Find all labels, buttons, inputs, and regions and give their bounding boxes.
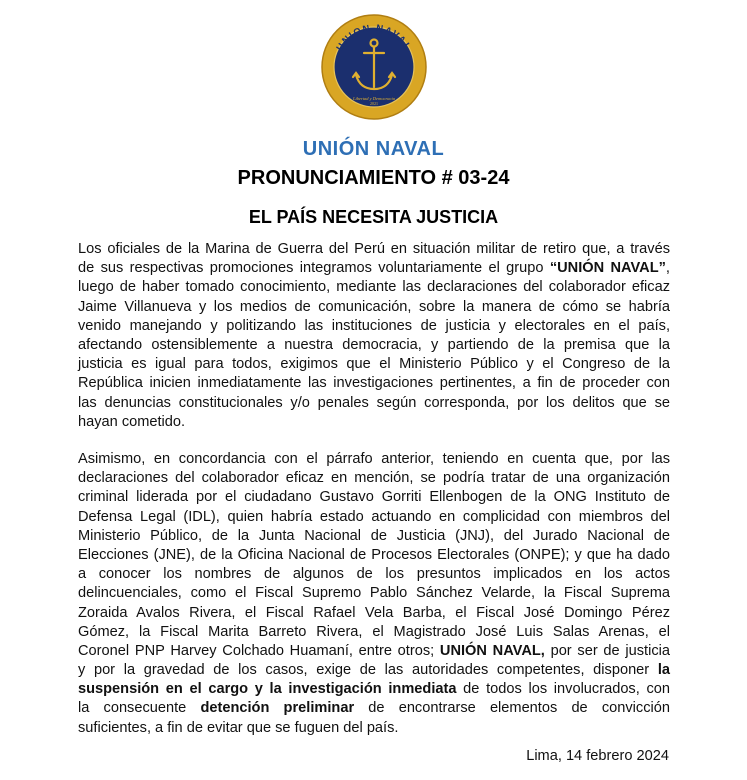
p2-line: suspensión en el cargo y la investigación inmediata de todos los involucrados, con	[78, 681, 670, 698]
demand-detention: detención preliminar	[200, 700, 355, 717]
logo-motto: Libertad y Democracia	[353, 96, 395, 101]
union-naval-logo	[318, 11, 430, 123]
p2-line: criminal liderada por el ciudadano Gustavo Gorriti Ellenbogen de la ONG Instituto de	[78, 489, 670, 506]
p1-line: Los oficiales de la Marina de Guerra del Perú en situación militar de retiro que, a través	[78, 241, 670, 257]
p2-line: a conocer los nombres de algunos de los presuntos implicados en los actos	[78, 566, 670, 583]
p2-line: Elecciones (JNE), de la Oficina Nacional de Procesos Electorales (ONPE); y que ha dado	[78, 546, 670, 563]
p2-line: Asimismo, en concordancia con el párrafo anterior, teniendo en cuenta que, por las	[78, 451, 670, 467]
p2-line: y por la gravedad de los casos, exige de las autoridades competentes, disponer la	[78, 662, 670, 679]
p1-line: afectando ostensiblemente a nuestra democracia, y partiendo de la premisa que la	[78, 336, 670, 353]
group-name: “UNIÓN NAVAL”	[549, 260, 666, 277]
group-name: UNIÓN NAVAL,	[439, 642, 545, 659]
p2-line: declaraciones del colaborador eficaz en mención, se podría tratar de una organización	[78, 470, 670, 487]
p1-line: de sus respectivas promociones integramos voluntariamente el grupo “UNIÓN NAVAL”,	[78, 260, 670, 277]
p2-line: suficientes, a fin de evitar que se fuguen del país.	[78, 719, 399, 736]
p1-line: República inicien inmediatamente las investigaciones pertinentes, a fin de proceder con	[78, 375, 670, 392]
paragraph-2	[78, 450, 670, 738]
p2-line: Gómez, la Fiscal Marita Barreto Rivera, el Magistrado José Luis Salas Arenas, el	[78, 623, 670, 640]
p1-line: luego de haber tomado conocimiento, mediante las declaraciones del colaborador eficaz	[78, 279, 670, 296]
headline: EL PAÍS NECESITA JUSTICIA	[248, 207, 499, 227]
p2-line: delincuenciales, como el Fiscal Supremo Pablo Sánchez Velarde, la Fiscal Suprema	[78, 585, 670, 602]
paragraph-1	[78, 240, 670, 432]
p1-line: venido manejando y politizando las instituciones de justicia y electorales en el país,	[78, 317, 670, 334]
document-date: Lima, 14 febrero 2024	[526, 748, 669, 764]
logo-year: 2021	[370, 101, 378, 106]
p1-line: las denuncias constitucionales y/o penales según corresponda, por los delitos que se	[78, 394, 670, 411]
p2-line: Ministerio Público, de la Junta Nacional de Justicia (JNJ), del Jurado Nacional de	[78, 527, 670, 544]
p1-line: justicia es igual para todos, exigimos que el Ministerio Público y el Congreso de la	[78, 356, 670, 373]
logo-arc-text: UNION NAVAL	[334, 22, 414, 54]
p2-line: la consecuente detención preliminar de encontrarse elementos de convicción	[78, 700, 670, 717]
pronouncement-title: PRONUNCIAMIENTO # 03-24	[237, 167, 510, 189]
p1-line: hayan cometido.	[78, 413, 186, 430]
p2-line: Coronel PNP Harvey Colchado Huamaní, entre otros; UNIÓN NAVAL, por ser de justicia	[78, 642, 670, 659]
p2-line: Zoraida Avalos Rivera, el Fiscal Rafael Vela Barba, el Fiscal José Domingo Pérez	[78, 604, 670, 621]
demand-suspension: suspensión en el cargo y la investigación inmediata	[78, 681, 457, 698]
p2-line: Defensa Legal (IDL), quien habría estado actuando en complicidad con miembros del	[78, 508, 670, 525]
organization-name: UNIÓN NAVAL	[302, 138, 445, 160]
p1-line: Jaime Villanueva y los medios de comunicación, sobre la manera de cómo se habría	[78, 298, 670, 315]
